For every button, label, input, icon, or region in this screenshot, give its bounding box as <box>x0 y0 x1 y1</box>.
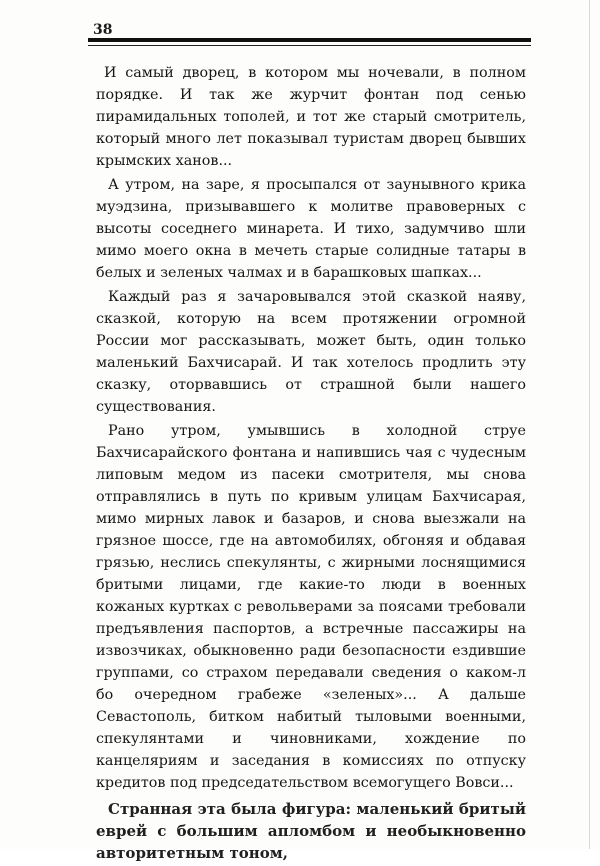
page-number: 38 <box>93 22 113 38</box>
paragraph-4: Рано утром, умывшись в холодной струе Бахчисарайского фонтана и напившись чая с чудесным липовым медом из пасеки смотрителя, мы снова отправлялись в путь по кривым улицам Бахчисарая, мимо мирных лавок и базаров, и снова выезжали на грязное шоссе, где на автомобилях, обгоняя и обдавая грязью, неслись спекулянты, с жирными лоснящимися бритыми лицами, где какие-то люди в военных кожаных куртках с револьверами за поясами требовали предъявления паспортов, а встречные пассажиры на извозчиках, обыкновенно ради безопасности ездившие группами, со страхом передавали сведения о каком-л бо очередном грабеже «зеленых»... А дальше Севастополь, битком набитый тыловыми военными, спекулянтами и чиновниками, хождение по канцеляриям и заседания в комиссиях по отпуску кредитов под председательством всемогущего Вовси... <box>96 423 526 791</box>
header-rule-thin <box>88 45 531 46</box>
header-rule-thick <box>88 38 531 42</box>
paragraph-3: Каждый раз я зачаровывался этой сказкой наяву, сказкой, которую на всем протяжении огромной России мог рассказывать, может быть, один только маленький Бахчисарай. И так хотелось продлить эту сказку, оторвавшись от страшной были нашего существования. <box>96 289 526 415</box>
paragraph-2: А утром, на заре, я просыпался от заунывного крика муэдзина, призывавшего к молитве правоверных с высоты соседнего минарета. И тихо, задумчиво шли мимо моего окна в мечеть старые солидные татары в белых и зеленых чалмах и в барашковых шапках... <box>96 177 526 281</box>
paragraph-1: И самый дворец, в котором мы ночевали, в полном порядке. И так же журчит фонтан под сенью пирамидальных тополей, и тот же старый смотритель, который много лет показывал туристам дворец бывших крымских ханов... <box>96 65 526 169</box>
page-edge-line <box>589 0 590 849</box>
paragraph-5: Странная эта была фигура: маленький бритый еврей с большим апломбом и необыкновенно авторитетным тоном, <box>96 800 526 862</box>
body-text <box>96 62 526 866</box>
